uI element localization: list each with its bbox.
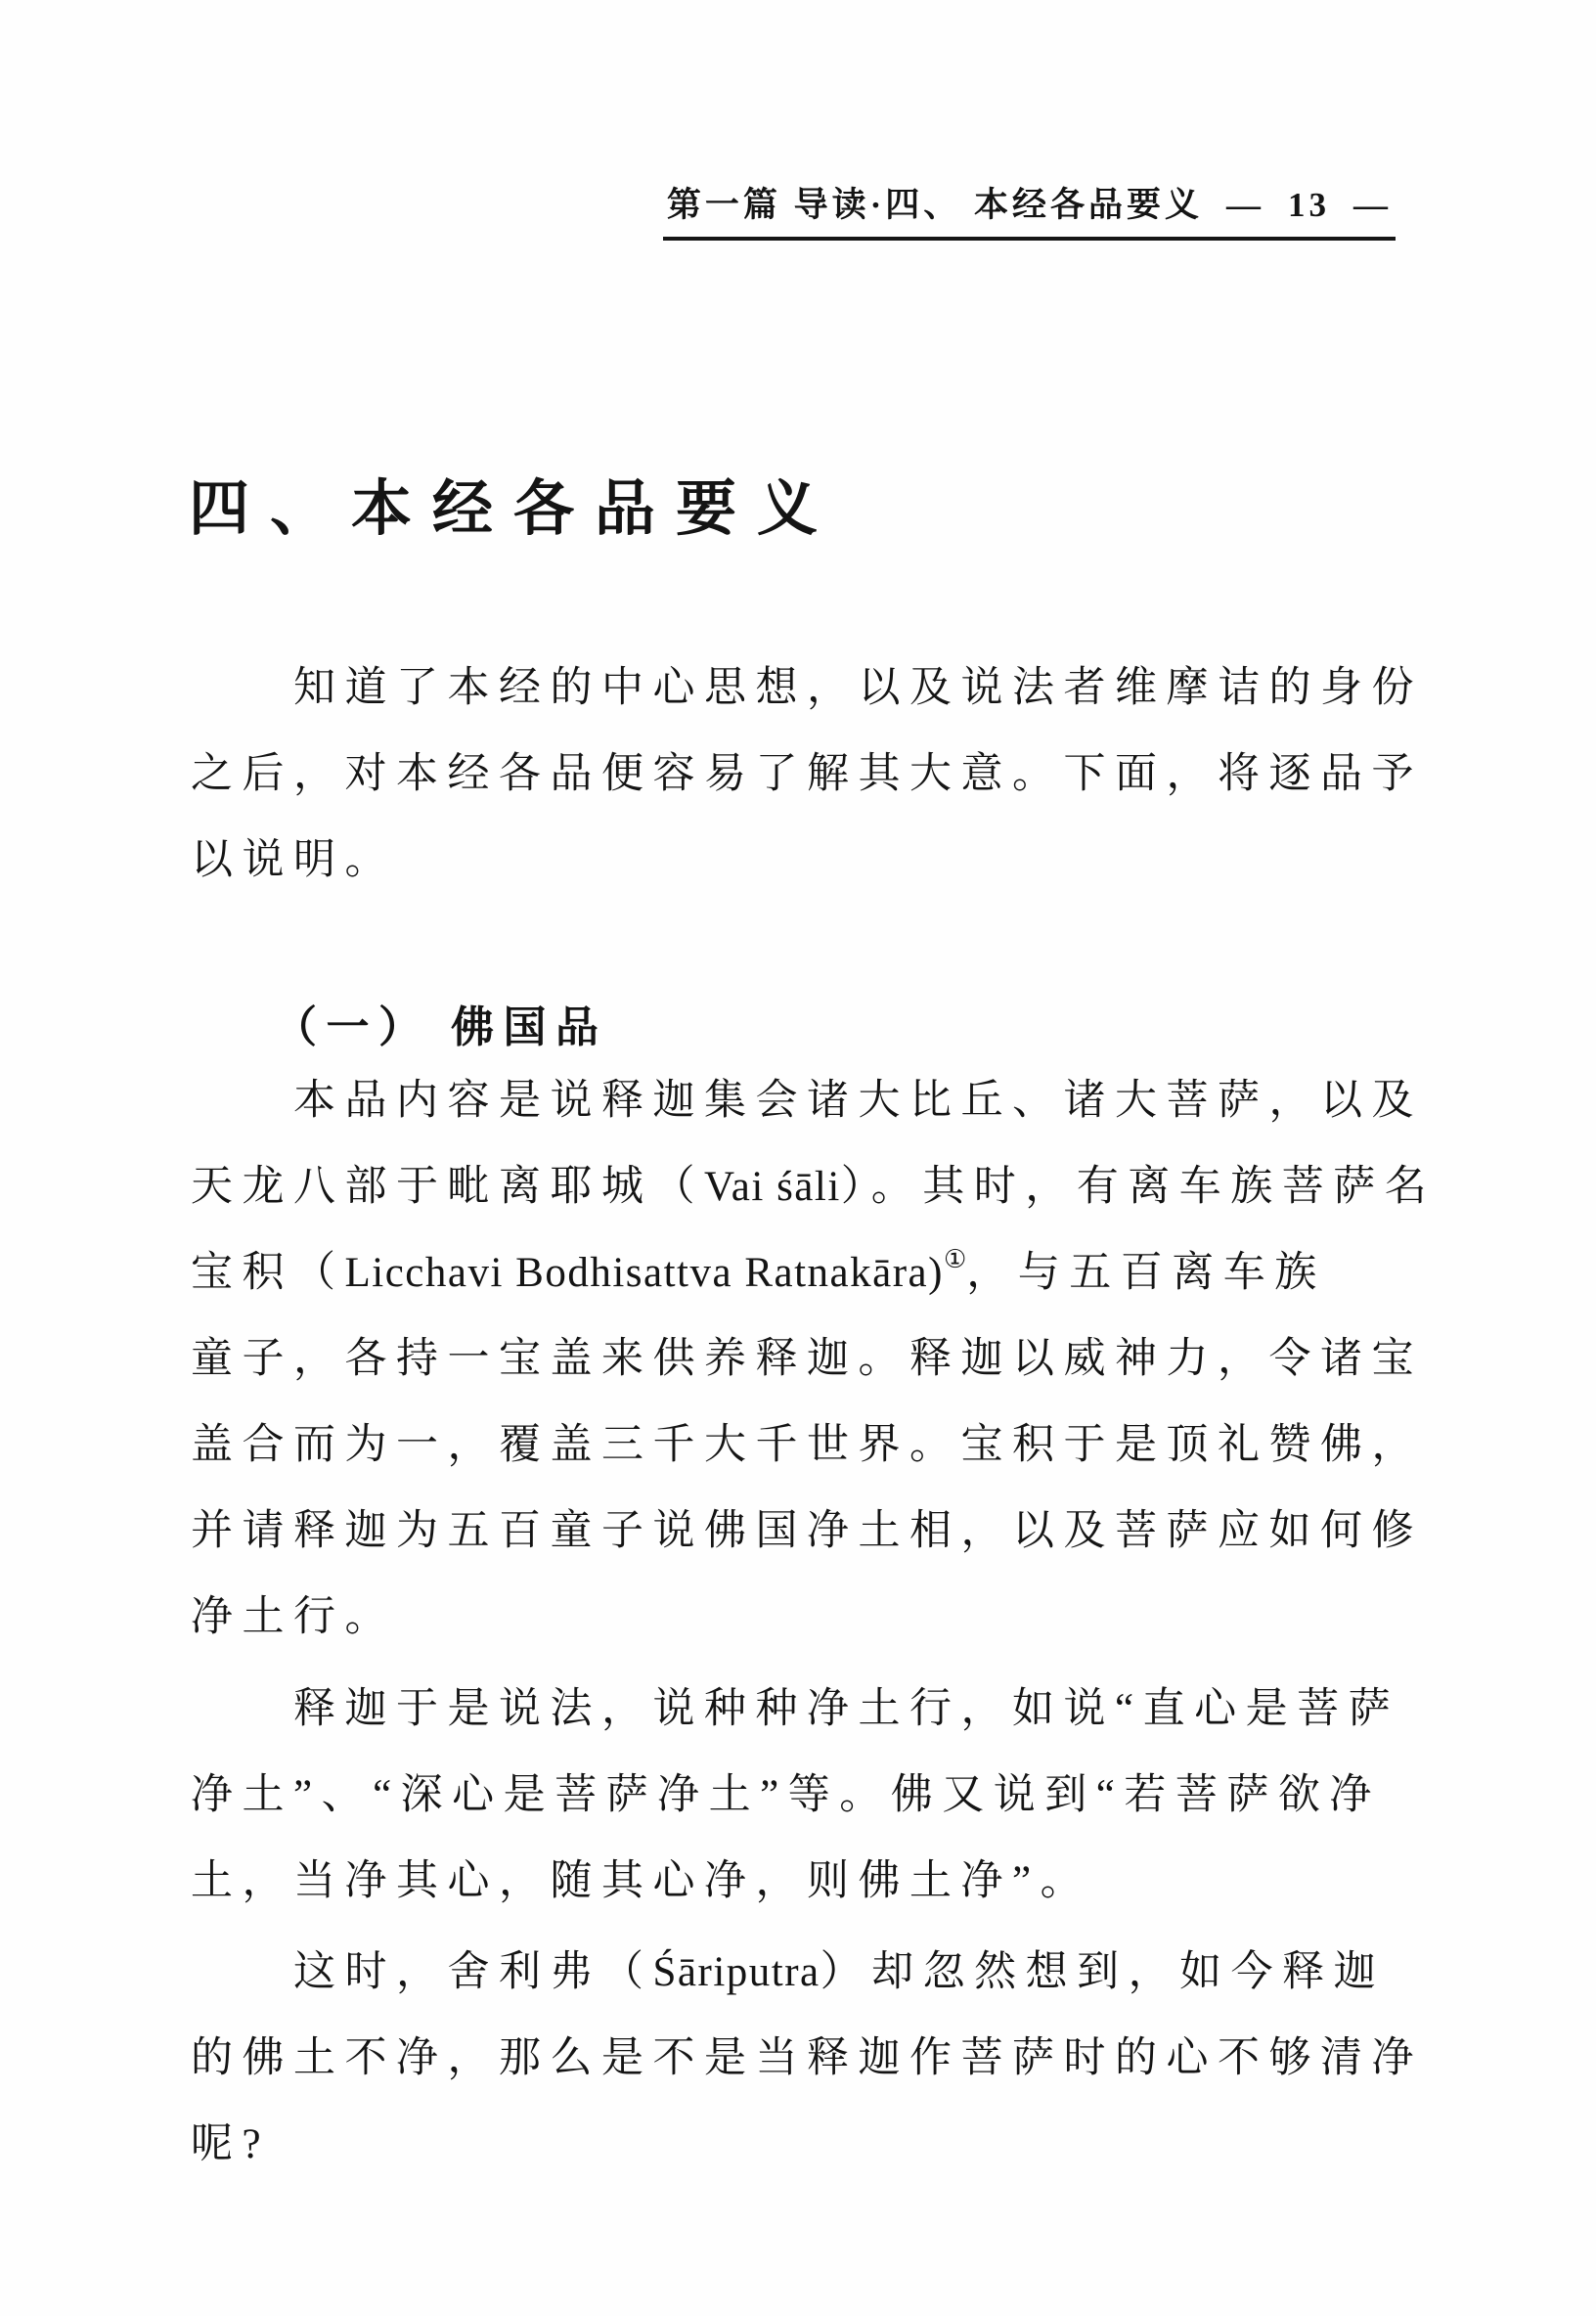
- paragraph-shariputra-doubt: [191, 1930, 1482, 2188]
- cjk-text: 的佛土不净，那么是不是当释迦作菩萨时的心不够清净: [191, 2035, 1423, 2081]
- cjk-text: 宝积（: [191, 1250, 345, 1296]
- text-line: [191, 1753, 1482, 1839]
- running-header-title: 第一篇 导读·四、 本经各品要义: [666, 186, 1203, 224]
- cjk-text: 天龙八部于毗离耶城（: [191, 1164, 704, 1210]
- text-line: [191, 1667, 1482, 1753]
- intro-paragraph: [191, 646, 1482, 904]
- cjk-text: 本品内容是说释迦集会诸大比丘、诸大菩萨，以及: [191, 1078, 1423, 1124]
- cjk-text: 这时，舍利弗（: [191, 1949, 653, 1995]
- cjk-text: ）。其时，有离车族菩萨名: [840, 1164, 1437, 1210]
- paragraph-pure-land-teaching: [191, 1667, 1482, 1925]
- text-line: [191, 1839, 1482, 1925]
- cjk-text: 之后，对本经各品便容易了解其大意。下面，将逐品予: [191, 751, 1423, 797]
- page-number-dash-right: —: [1353, 186, 1392, 224]
- cjk-text: 净土”、“深心是菩萨净土”等。佛又说到“若菩萨欲净: [191, 1772, 1381, 1818]
- text-line: [191, 1058, 1482, 1144]
- text-line: [191, 1230, 1482, 1316]
- footnote-marker: ①: [943, 1244, 967, 1274]
- latin-transliteration: Vai śāli: [704, 1164, 841, 1210]
- text-line: [191, 1489, 1482, 1575]
- text-line: [191, 1403, 1482, 1489]
- text-line: [191, 1575, 1482, 1661]
- cjk-text: ，与五百离车族: [966, 1250, 1326, 1296]
- text-line: [191, 2016, 1482, 2102]
- page-number-dash-left: —: [1226, 186, 1264, 224]
- cjk-text: 释迦于是说法，说种种净土行，如说“直心是菩萨: [191, 1686, 1400, 1732]
- cjk-text: 以说明。: [191, 837, 396, 883]
- page-number: 13: [1288, 186, 1330, 224]
- cjk-text: ）却忽然想到，如今释迦: [820, 1949, 1386, 1995]
- chapter-title: 四、本经各品要义: [189, 475, 839, 543]
- text-line: [191, 1144, 1482, 1230]
- text-line: [191, 1930, 1482, 2016]
- paragraph-buddha-land: [191, 1058, 1482, 1661]
- cjk-text: 并请释迦为五百童子说佛国净土相，以及菩萨应如何修: [191, 1508, 1423, 1554]
- running-header: [663, 178, 1396, 241]
- cjk-text: 净土行。: [191, 1594, 396, 1640]
- text-line: [191, 646, 1482, 732]
- cjk-text: 童子，各持一宝盖来供养释迦。释迦以威神力，令诸宝: [191, 1336, 1423, 1382]
- latin-transliteration: Licchavi Bodhisattva Ratnakāra): [344, 1250, 944, 1296]
- text-line: [191, 732, 1482, 818]
- cjk-text: 知道了本经的中心思想，以及说法者维摩诘的身份: [191, 665, 1423, 711]
- cjk-text: 呢?: [191, 2121, 271, 2167]
- latin-transliteration: Śāriputra: [652, 1949, 820, 1995]
- cjk-text: 土，当净其心，随其心净，则佛土净”。: [191, 1858, 1092, 1904]
- text-line: [191, 2102, 1482, 2188]
- text-line: [191, 818, 1482, 904]
- cjk-text: 盖合而为一，覆盖三千大千世界。宝积于是顶礼赞佛，: [191, 1422, 1423, 1468]
- text-line: [191, 1316, 1482, 1403]
- cjk-text: （一） 佛国品: [191, 1003, 608, 1051]
